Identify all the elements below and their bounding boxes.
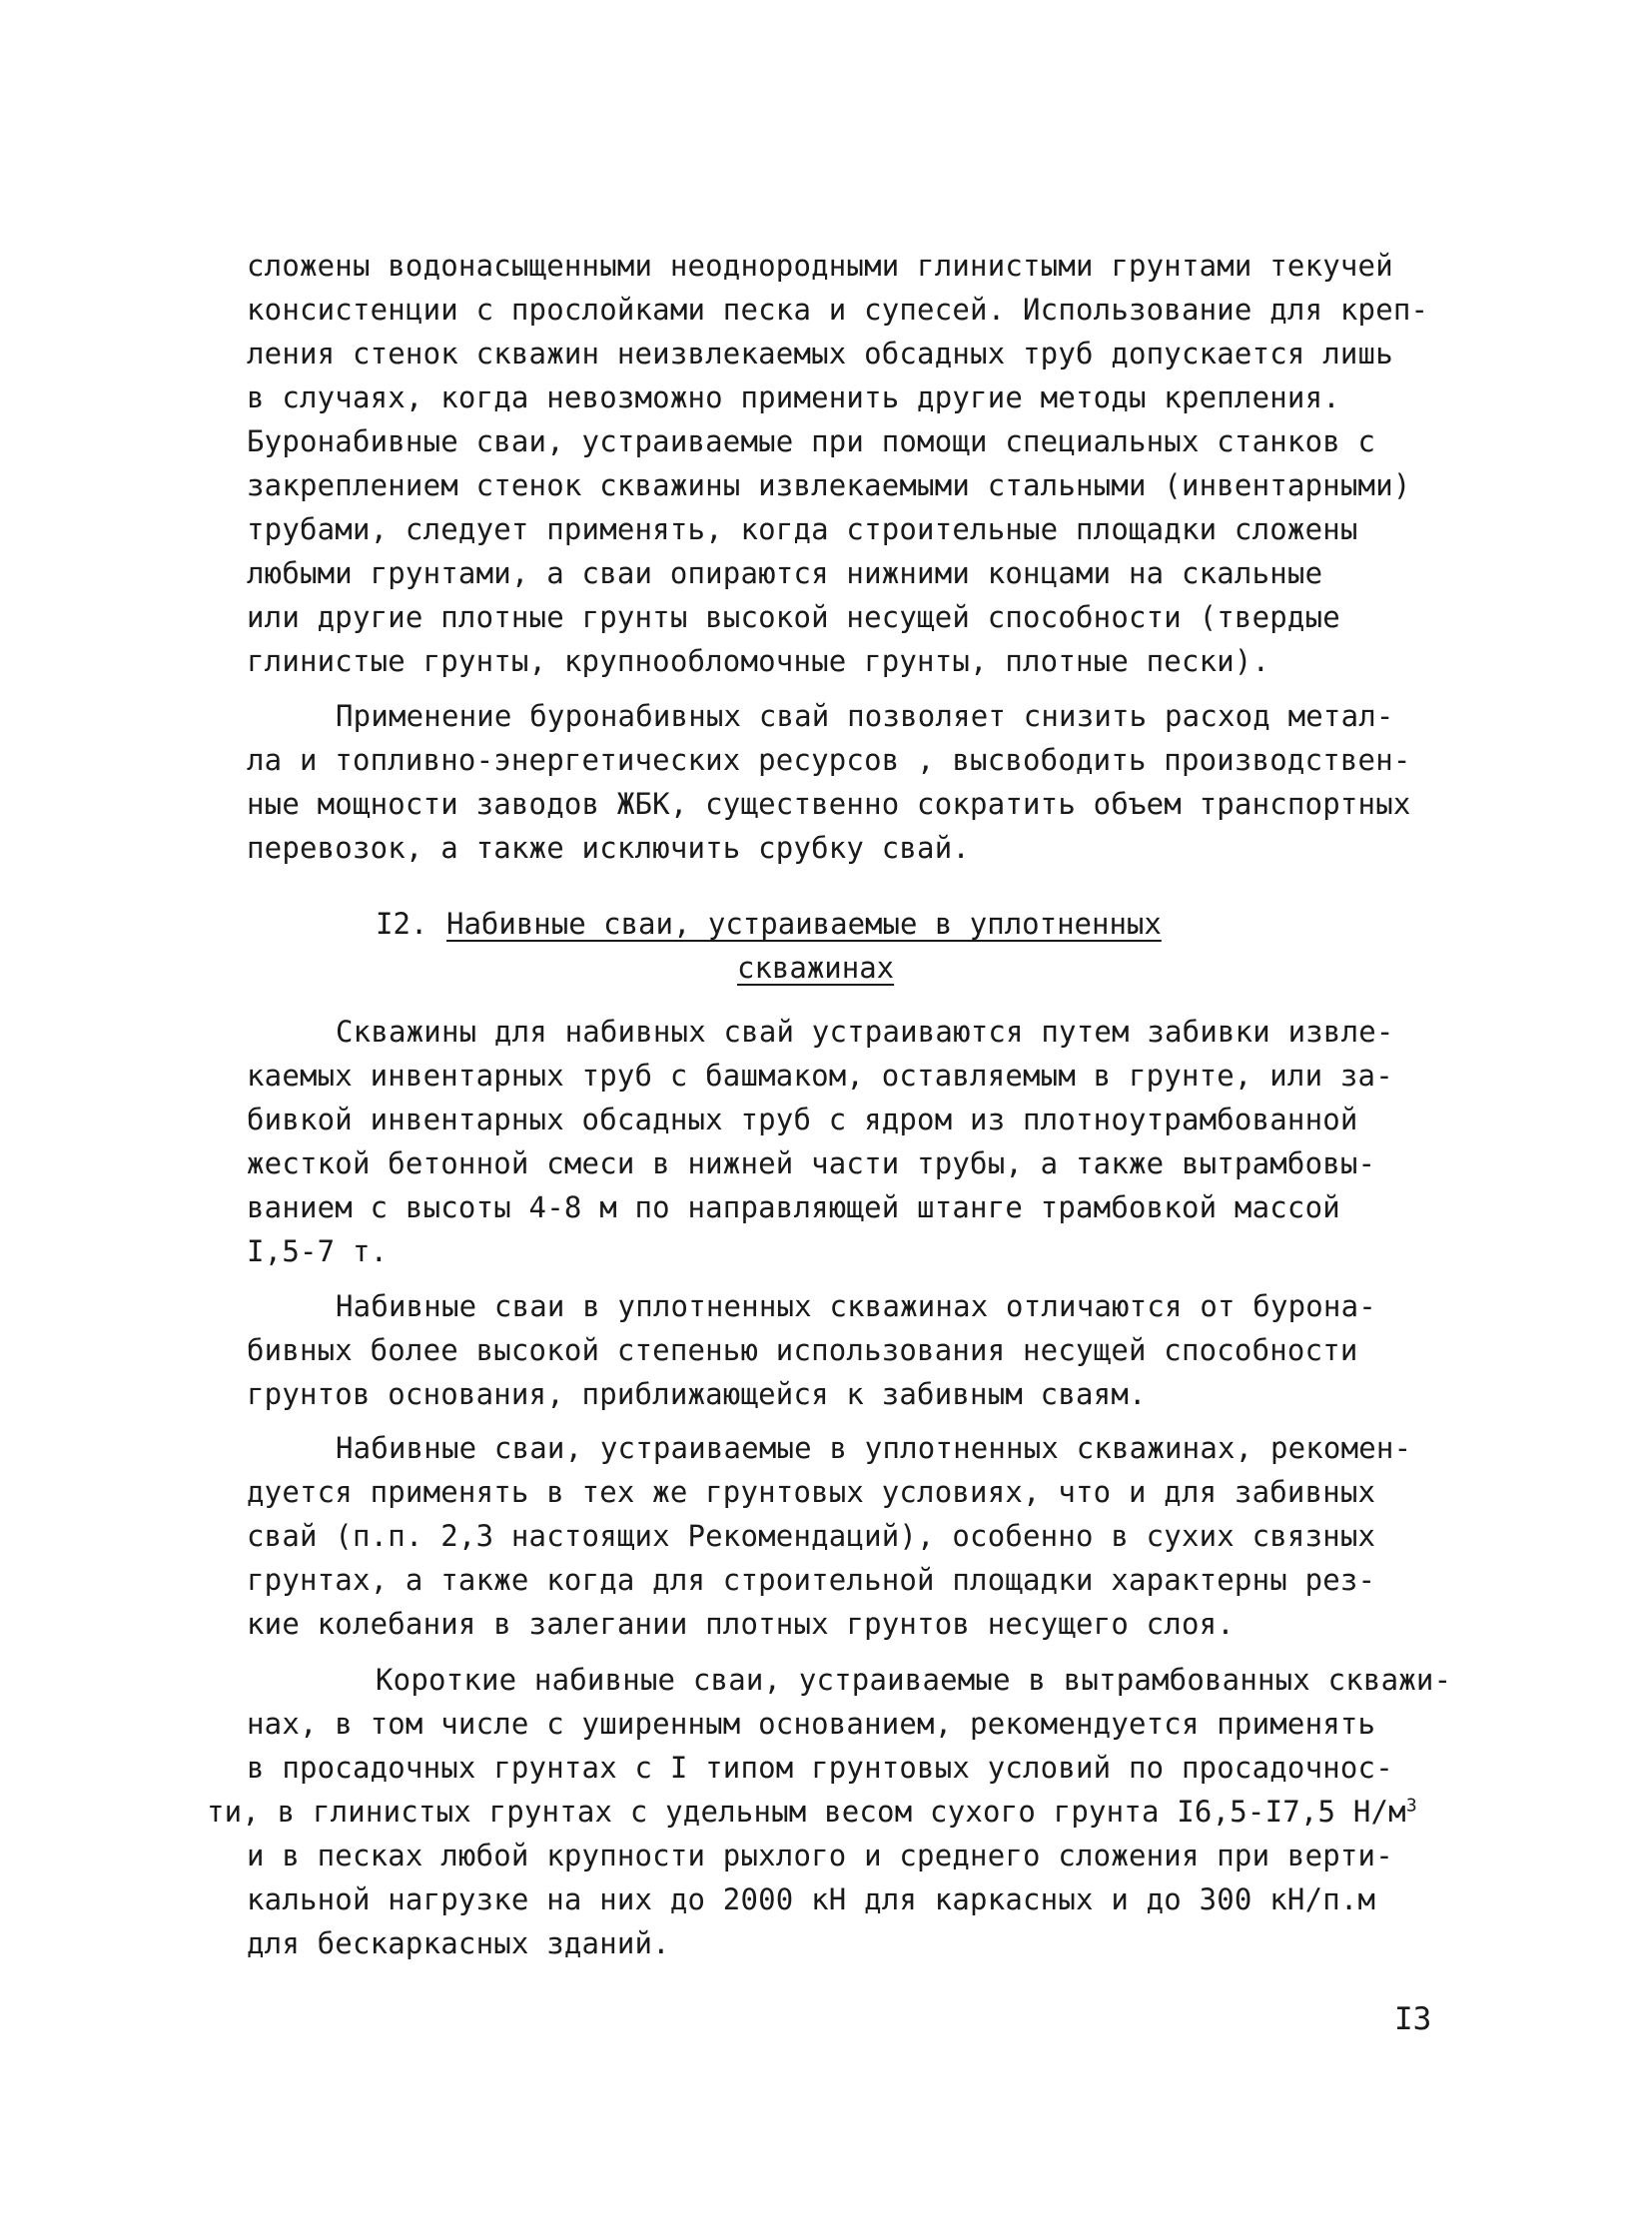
- text-line: каемых инвентарных труб с башмаком, оставляемым в грунте, или за-: [247, 1059, 1393, 1093]
- text-line: Скважины для набивных свай устраиваются путем забивки извле-: [336, 1015, 1394, 1049]
- text-line: в случаях, когда невозможно применить другие методы крепления.: [247, 380, 1340, 414]
- section-title-line2: скважинах: [737, 951, 895, 985]
- text-line: дуется применять в тех же грунтовых условиях, что и для забивных: [247, 1475, 1376, 1509]
- text-line: кие колебания в залегании плотных грунтов несущего слоя.: [247, 1607, 1235, 1641]
- text-line: Набивные сваи, устраиваемые в уплотненных скважинах, рекомен-: [336, 1431, 1412, 1465]
- text-line: Применение буронабивных свай позволяет снизить расход метал-: [336, 699, 1394, 733]
- section-title-line1: Набивные сваи, устраиваемые в уплотненных: [446, 907, 1162, 941]
- text-line: трубами, следует применять, когда строительные площадки сложены: [247, 512, 1358, 546]
- text-line-with-superscript: [207, 1790, 1417, 1834]
- text-line: грунтах, а также когда для строительной площадки характерны рез-: [247, 1563, 1376, 1597]
- text-line: Буронабивные сваи, устраиваемые при помощи специальных станков с: [247, 424, 1376, 458]
- text-line: любыми грунтами, а сваи опираются нижними концами на скальные: [247, 556, 1323, 590]
- text-line: ления стенок скважин неизвлекаемых обсадных труб допускается лишь: [247, 337, 1393, 371]
- text-line: кальной нагрузке на них до 2000 кН для каркасных и до 300 кН/п.м: [247, 1882, 1376, 1916]
- text-line: I,5-7 т.: [247, 1234, 389, 1268]
- text-line: закреплением стенок скважины извлекаемыми стальными (инвентарными): [247, 468, 1411, 502]
- text-line: Набивные сваи в уплотненных скважинах отличаются от бурона-: [336, 1289, 1376, 1323]
- text-line: глинистые грунты, крупнообломочные грунты, плотные пески).: [247, 644, 1270, 678]
- text-line: ти, в глинистых грунтах с удельным весом сухого грунта I6,5-I7,5 Н/м: [207, 1795, 1406, 1829]
- text-line: для бескаркасных зданий.: [247, 1926, 670, 1960]
- section-number: I2.: [376, 907, 428, 941]
- page-number: I3: [1394, 2001, 1432, 2037]
- text-line: перевозок, а также исключить срубку свай.: [247, 831, 971, 865]
- text-line: жесткой бетонной смеси в нижней части трубы, а также вытрамбовы-: [247, 1146, 1376, 1180]
- text-line: в просадочных грунтах с I типом грунтовых условий по просадочнос-: [247, 1751, 1393, 1785]
- text-line: ные мощности заводов ЖБК, существенно сократить объем транспортных: [247, 787, 1411, 821]
- text-line: и в песках любой крупности рыхлого и среднего сложения при верти-: [247, 1839, 1393, 1872]
- text-line: бивкой инвентарных обсадных труб с ядром из плотноутрамбованной: [247, 1103, 1358, 1136]
- text-line: ванием с высоты 4-8 м по направляющей штанге трамбовкой массой: [247, 1190, 1340, 1224]
- text-line: сложены водонасыщенными неоднородными глинистыми грунтами текучей: [247, 249, 1393, 283]
- text-line: грунтов основания, приближающейся к забивным сваям.: [247, 1377, 1147, 1411]
- superscript: 3: [1405, 1795, 1417, 1817]
- text-line: или другие плотные грунты высокой несущей способности (твердые: [247, 600, 1340, 634]
- text-line: ла и топливно-энергетических ресурсов , высвободить производствен-: [247, 743, 1411, 777]
- text-line: нах, в том числе с уширенным основанием, рекомендуется применять: [247, 1707, 1376, 1741]
- text-line: консистенции с прослойками песка и супесей. Использование для креп-: [247, 293, 1429, 327]
- text-line: свай (п.п. 2,3 настоящих Рекомендаций), особенно в сухих связных: [247, 1519, 1376, 1553]
- text-line: бивных более высокой степенью использования несущей способности: [247, 1333, 1358, 1367]
- text-line: Короткие набивные сваи, устраиваемые в вытрамбованных скважи-: [376, 1663, 1452, 1697]
